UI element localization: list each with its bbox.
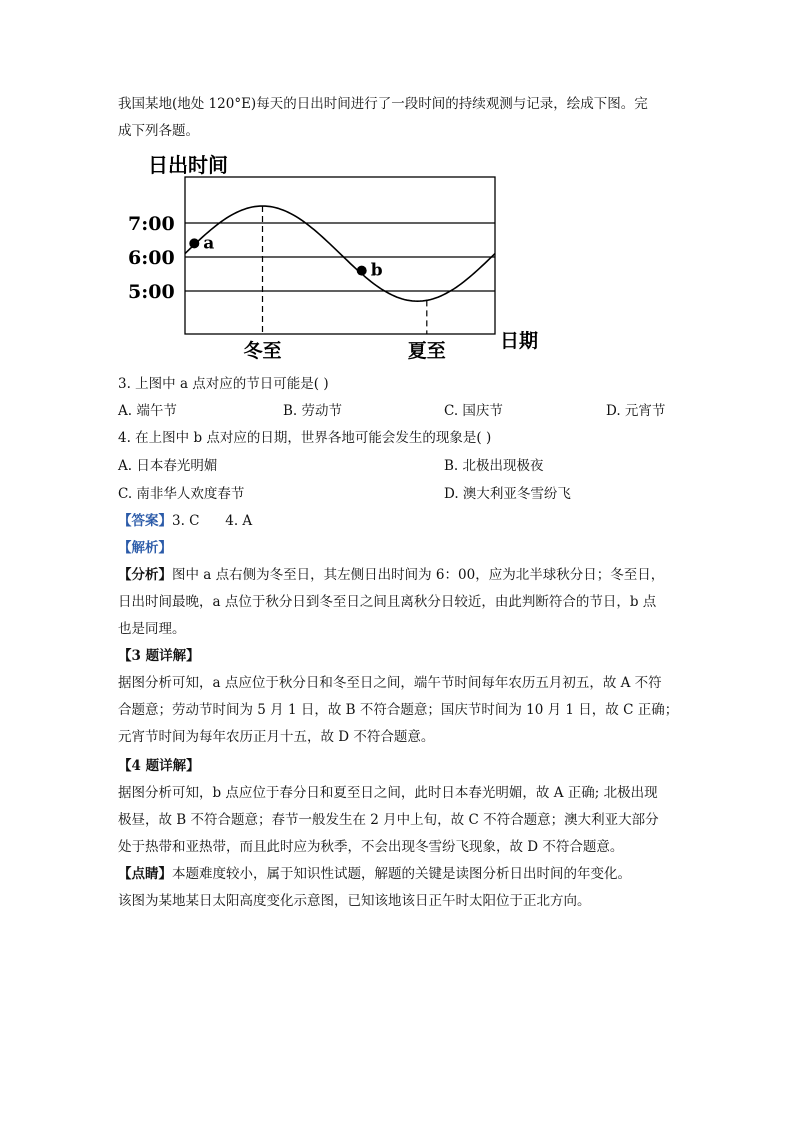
analysis-line (118, 538, 172, 558)
fenxi-text-1: 图中 a 点右侧为冬至日，其左侧日出时间为 6：00，应为北半球秋分日；冬至日， (172, 567, 665, 583)
detail3-line-3: 元宵节时间为每年农历正月十五，故 D 不符合题意。 (118, 729, 435, 745)
q4-options-row1 (118, 456, 698, 476)
next-question-intro: 该图为某地某日太阳高度变化示意图，已知该地该日正午时太阳位于正北方向。 (118, 893, 591, 909)
sunrise-chart (128, 150, 558, 365)
q4-option-c[interactable]: C. 南非华人欢度春节 (118, 486, 245, 502)
y-tick-label: 6:00 (128, 247, 175, 269)
intro-line-2: 成下列各题。 (118, 123, 199, 139)
fenxi-tag: 【分析】 (118, 567, 172, 583)
y-tick-label: 7:00 (128, 213, 175, 235)
analysis-tag: 【解析】 (118, 540, 172, 556)
dianjing-line (118, 864, 631, 884)
detail3-tag: 【3 题详解】 (118, 648, 200, 664)
fenxi-line-3: 也是同理。 (118, 621, 186, 637)
q3-option-d[interactable]: D. 元宵节 (606, 403, 666, 419)
q3-stem: 3. 上图中 a 点对应的节日可能是( ) (118, 376, 329, 392)
q4-options-row2 (118, 484, 698, 504)
point-b (357, 266, 367, 276)
q4-stem: 4. 在上图中 b 点对应的日期，世界各地可能会发生的现象是( ) (118, 430, 492, 446)
q3-option-b[interactable]: B. 劳动节 (283, 403, 343, 419)
sunrise-curve (185, 206, 495, 301)
q3-option-c[interactable]: C. 国庆节 (444, 403, 503, 419)
detail4-line-3: 处于热带和亚热带，而且此时应为秋季，不会出现冬雪纷飞现象，故 D 不符合题意。 (118, 839, 624, 855)
detail4-line-1: 据图分析可知，b 点应位于春分日和夏至日之间，此时日本春光明媚，故 A 正确; 北极出现 (118, 785, 658, 801)
detail3-line-1: 据图分析可知，a 点应位于秋分日和冬至日之间，端午节时间每年农历五月初五，故 A 不符 (118, 675, 662, 691)
point-a (189, 238, 199, 248)
answer-text: 3. C 4. A (172, 513, 253, 529)
q4-option-a[interactable]: A. 日本春光明媚 (118, 458, 218, 474)
plot-frame (185, 177, 495, 334)
q4-option-b[interactable]: B. 北极出现极夜 (444, 458, 544, 474)
dianjing-tag: 【点睛】 (118, 866, 172, 882)
detail4-line-2: 极昼，故 B 不符合题意；春节一般发生在 2 月中上旬，故 C 不符合题意；澳大利亚大部分 (118, 812, 659, 828)
fenxi-line-2: 日出时间最晚，a 点位于秋分日到冬至日之间且离秋分日较近，由此判断符合的节日，b 点 (118, 594, 657, 610)
point-label-a: a (203, 233, 215, 254)
answer-line (118, 511, 252, 531)
fenxi-line-1 (118, 565, 664, 585)
q3-options (118, 401, 698, 421)
dianjing-text: 本题难度较小，属于知识性试题，解题的关键是读图分析日出时间的年变化。 (172, 866, 631, 882)
x-marker-label: 冬至 (243, 340, 282, 362)
detail4-tag: 【4 题详解】 (118, 758, 200, 774)
chart-title: 日出时间 (148, 153, 228, 177)
intro-line-1: 我国某地(地处 120°E)每天的日出时间进行了一段时间的持续观测与记录，绘成下图。完 (118, 96, 648, 112)
sunrise-chart-svg (128, 150, 558, 365)
detail3-line-2: 合题意；劳动节时间为 5 月 1 日，故 B 不符合题意；国庆节时间为 10 月 1 日，故 C 正确； (118, 702, 679, 718)
y-tick-label: 5:00 (128, 281, 175, 303)
x-marker-label: 夏至 (407, 340, 446, 362)
x-axis-label: 日期 (500, 330, 539, 352)
q4-option-d[interactable]: D. 澳大利亚冬雪纷飞 (444, 486, 571, 502)
q3-option-a[interactable]: A. 端午节 (118, 403, 177, 419)
point-label-b: b (370, 260, 383, 281)
answer-tag: 【答案】 (118, 513, 172, 529)
